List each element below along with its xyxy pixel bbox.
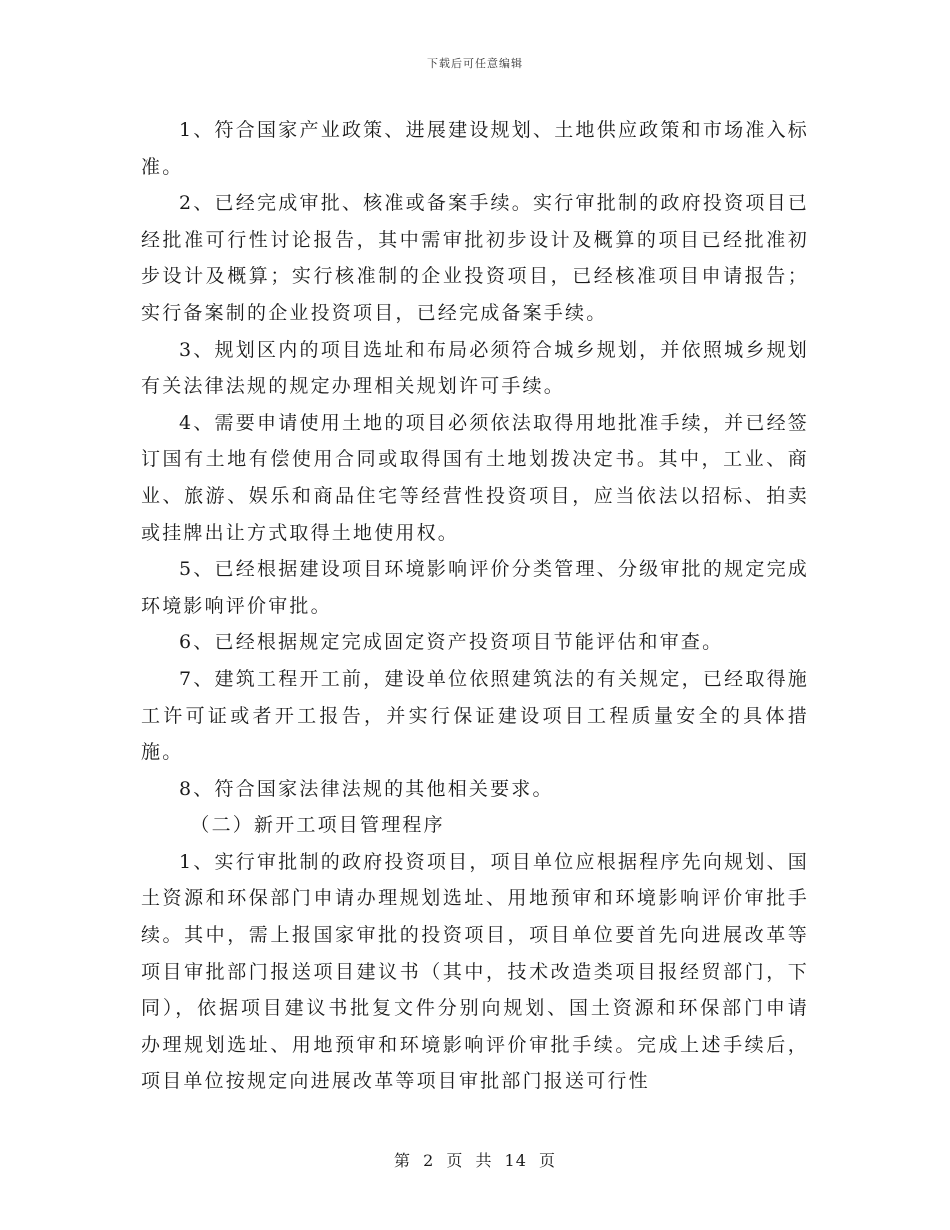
paragraph-condition-4: 4、需要申请使用土地的项目必须依法取得用地批准手续，并已经签订国有土地有偿使用合同或取得国有土地划拨决定书。其中，工业、商业、旅游、娱乐和商品住宅等经营性投资项目，应当依法以招标、拍卖或挂牌出让方式取得土地使用权。 <box>141 411 809 544</box>
paragraph-condition-6: 6、已经根据规定完成固定资产投资项目节能评估和审查。 <box>179 631 724 654</box>
paragraph-procedure-1: 1、实行审批制的政府投资项目，项目单位应根据程序先向规划、国土资源和环保部门申请办理规划选址、用地预审和环境影响评价审批手续。其中，需上报国家审批的投资项目，项目单位要首先向进展改革等项目审批部门报送项目建议书（其中，技术改造类项目报经贸部门，下同），依据项目建议书批复文件分别向规划、国土资源和环保部门申请办理规划选址、用地预审和环境影响评价审批手续。完成上述手续后，项目单位按规定向进展改革等项目审批部门报送可行性 <box>141 850 809 1093</box>
paragraph-condition-3: 3、规划区内的项目选址和布局必须符合城乡规划，并依照城乡规划有关法律法规的规定办理相关规划许可手续。 <box>141 338 809 398</box>
paragraph-condition-1: 1、符合国家产业政策、进展建设规划、土地供应政策和市场准入标准。 <box>141 119 809 178</box>
paragraph-condition-7: 7、建筑工程开工前，建设单位依照建筑法的有关规定，已经取得施工许可证或者开工报告，并实行保证建设项目工程质量安全的具体措施。 <box>141 667 809 764</box>
paragraph-condition-8: 8、符合国家法律法规的其他相关要求。 <box>179 777 554 800</box>
paragraph-condition-5: 5、已经根据建设项目环境影响评价分类管理、分级审批的规定完成环境影响评价审批。 <box>141 558 809 617</box>
page-number-footer: 第 2 页 共 14 页 <box>394 1151 556 1170</box>
section-heading: （二）新开工项目管理程序 <box>190 814 445 837</box>
page-header-note: 下载后可任意编辑 <box>427 57 523 70</box>
document-body <box>141 112 809 1100</box>
paragraph-condition-2: 2、已经完成审批、核准或备案手续。实行审批制的政府投资项目已经批准可行性讨论报告，其中需审批初步设计及概算的项目已经批准初步设计及概算；实行核准制的企业投资项目，已经核准项目申请报告；实行备案制的企业投资项目，已经完成备案手续。 <box>141 192 809 324</box>
